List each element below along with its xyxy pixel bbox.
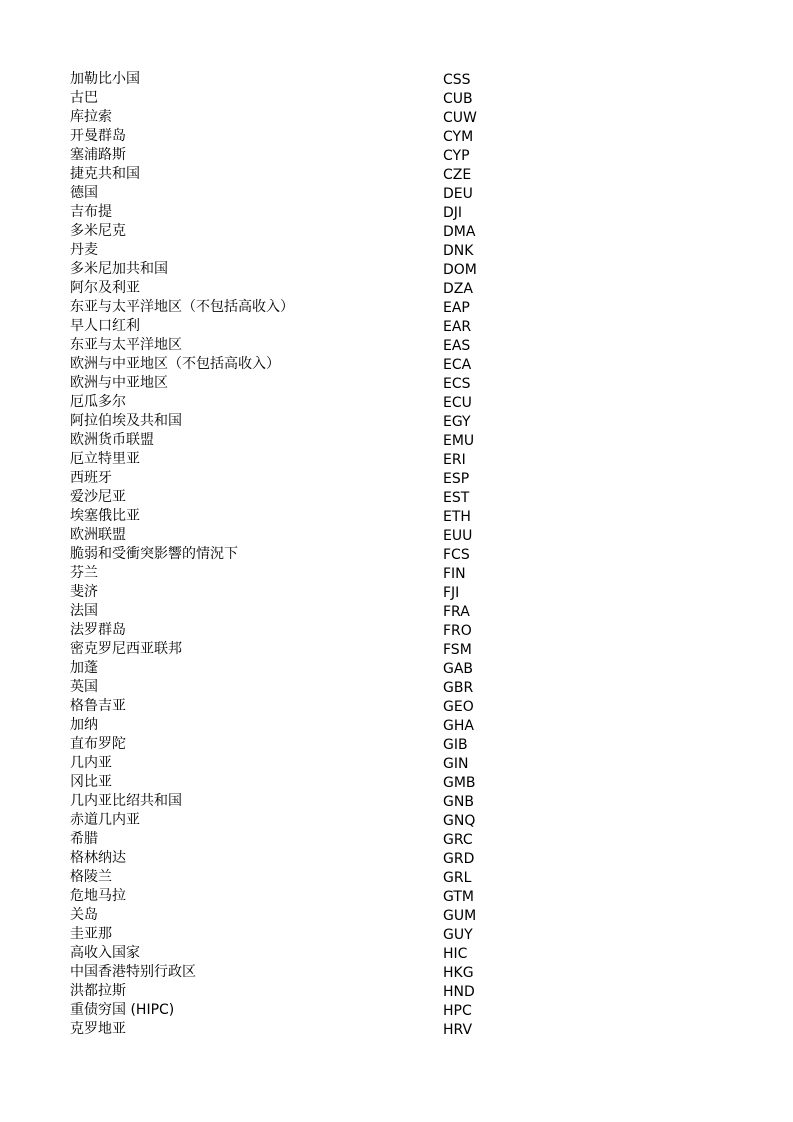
country-code: FCS bbox=[443, 547, 470, 563]
table-row bbox=[70, 488, 500, 507]
table-row bbox=[70, 89, 500, 108]
country-name: 欧洲联盟 bbox=[70, 527, 126, 543]
country-code: CZE bbox=[443, 167, 472, 183]
country-name: 中国香港特别行政区 bbox=[70, 964, 196, 980]
table-row bbox=[70, 431, 500, 450]
country-code: CYM bbox=[443, 129, 474, 145]
table-row bbox=[70, 602, 500, 621]
country-name: 芬兰 bbox=[70, 565, 98, 581]
country-name: 直布罗陀 bbox=[70, 736, 126, 752]
table-row bbox=[70, 317, 500, 336]
country-name: 赤道几内亚 bbox=[70, 812, 140, 828]
table-row bbox=[70, 393, 500, 412]
table-row bbox=[70, 963, 500, 982]
country-name: 密克罗尼西亚联邦 bbox=[70, 641, 182, 657]
table-row bbox=[70, 697, 500, 716]
table-row bbox=[70, 336, 500, 355]
country-name: 洪都拉斯 bbox=[70, 983, 126, 999]
country-name: 加纳 bbox=[70, 717, 98, 733]
table-row bbox=[70, 887, 500, 906]
country-code: ESP bbox=[443, 471, 470, 487]
country-name: 埃塞俄比亚 bbox=[70, 508, 140, 524]
country-name: 英国 bbox=[70, 679, 98, 695]
country-code: ECA bbox=[443, 357, 472, 373]
country-name: 阿拉伯埃及共和国 bbox=[70, 413, 182, 429]
country-name: 西班牙 bbox=[70, 470, 112, 486]
country-code: ETH bbox=[443, 509, 471, 525]
table-row bbox=[70, 146, 500, 165]
country-name: 塞浦路斯 bbox=[70, 147, 126, 163]
table-row bbox=[70, 545, 500, 564]
country-code: HKG bbox=[443, 965, 474, 981]
table-row bbox=[70, 450, 500, 469]
country-code: ECS bbox=[443, 376, 471, 392]
country-code: DJI bbox=[443, 205, 463, 221]
table-row bbox=[70, 469, 500, 488]
country-name: 欧洲与中亚地区 bbox=[70, 375, 168, 391]
country-name: 冈比亚 bbox=[70, 774, 112, 790]
table-row bbox=[70, 925, 500, 944]
country-name: 圭亚那 bbox=[70, 926, 112, 942]
country-code: FRA bbox=[443, 604, 470, 620]
country-code: DNK bbox=[443, 243, 474, 259]
country-name: 几内亚 bbox=[70, 755, 112, 771]
country-code: FRO bbox=[443, 623, 472, 639]
country-code: HPC bbox=[443, 1003, 472, 1019]
table-row bbox=[70, 1001, 500, 1020]
table-row bbox=[70, 773, 500, 792]
country-name: 德国 bbox=[70, 185, 98, 201]
country-name: 克罗地亚 bbox=[70, 1021, 126, 1037]
country-name: 危地马拉 bbox=[70, 888, 126, 904]
country-name: 几内亚比绍共和国 bbox=[70, 793, 182, 809]
country-name: 法罗群岛 bbox=[70, 622, 126, 638]
country-name: 高收入国家 bbox=[70, 945, 140, 961]
country-name: 古巴 bbox=[70, 90, 98, 106]
country-code: CUW bbox=[443, 110, 477, 126]
country-code: GNB bbox=[443, 794, 474, 810]
country-name: 厄瓜多尔 bbox=[70, 394, 126, 410]
table-row bbox=[70, 811, 500, 830]
table-row bbox=[70, 298, 500, 317]
country-code: GUM bbox=[443, 908, 477, 924]
table-row bbox=[70, 279, 500, 298]
table-row bbox=[70, 735, 500, 754]
country-code: DOM bbox=[443, 262, 477, 278]
table-row bbox=[70, 868, 500, 887]
table-row bbox=[70, 260, 500, 279]
country-name: 东亚与太平洋地区（不包括高收入） bbox=[70, 299, 294, 315]
country-name: 关岛 bbox=[70, 907, 98, 923]
country-code: EAR bbox=[443, 319, 472, 335]
table-row bbox=[70, 412, 500, 431]
table-row bbox=[70, 754, 500, 773]
country-code: EUU bbox=[443, 528, 473, 544]
country-code: GNQ bbox=[443, 813, 476, 829]
table-row bbox=[70, 678, 500, 697]
country-name: 格陵兰 bbox=[70, 869, 112, 885]
country-code: EGY bbox=[443, 414, 471, 430]
table-row bbox=[70, 659, 500, 678]
country-code: HND bbox=[443, 984, 475, 1000]
country-code: CYP bbox=[443, 148, 470, 164]
country-name: 开曼群岛 bbox=[70, 128, 126, 144]
table-row bbox=[70, 127, 500, 146]
table-row bbox=[70, 374, 500, 393]
country-name: 爱沙尼亚 bbox=[70, 489, 126, 505]
country-code: ECU bbox=[443, 395, 472, 411]
country-code: GTM bbox=[443, 889, 474, 905]
country-name: 早人口红利 bbox=[70, 318, 140, 334]
country-code: FSM bbox=[443, 642, 472, 658]
country-name: 吉布提 bbox=[70, 204, 112, 220]
country-name: 阿尔及利亚 bbox=[70, 280, 140, 296]
table-row bbox=[70, 184, 500, 203]
table-row bbox=[70, 564, 500, 583]
country-code: GRC bbox=[443, 832, 473, 848]
country-name: 希腊 bbox=[70, 831, 98, 847]
table-row bbox=[70, 241, 500, 260]
country-code: GRL bbox=[443, 870, 472, 886]
country-name: 捷克共和国 bbox=[70, 166, 140, 182]
country-name: 库拉索 bbox=[70, 109, 112, 125]
table-row bbox=[70, 165, 500, 184]
country-code: HIC bbox=[443, 946, 468, 962]
country-code: FJI bbox=[443, 585, 460, 601]
country-name: 重债穷国 (HIPC) bbox=[70, 1002, 175, 1018]
table-row bbox=[70, 640, 500, 659]
country-code: GIB bbox=[443, 737, 468, 753]
country-name: 斐济 bbox=[70, 584, 98, 600]
country-code: GHA bbox=[443, 718, 474, 734]
country-code: HRV bbox=[443, 1022, 473, 1038]
country-code: EAS bbox=[443, 338, 471, 354]
country-code: EST bbox=[443, 490, 470, 506]
table-row bbox=[70, 906, 500, 925]
table-row bbox=[70, 621, 500, 640]
table-row bbox=[70, 203, 500, 222]
country-name: 东亚与太平洋地区 bbox=[70, 337, 182, 353]
country-code: DEU bbox=[443, 186, 473, 202]
table-row bbox=[70, 583, 500, 602]
country-code: ERI bbox=[443, 452, 466, 468]
country-name: 格林纳达 bbox=[70, 850, 126, 866]
table-row bbox=[70, 526, 500, 545]
country-code: GRD bbox=[443, 851, 475, 867]
table-row bbox=[70, 70, 500, 89]
table-row bbox=[70, 849, 500, 868]
country-name: 欧洲货币联盟 bbox=[70, 432, 154, 448]
country-code: DMA bbox=[443, 224, 476, 240]
country-code: GAB bbox=[443, 661, 474, 677]
table-row bbox=[70, 355, 500, 374]
country-code-table bbox=[70, 70, 500, 1039]
country-name: 脆弱和受衝突影響的情況下 bbox=[70, 546, 238, 562]
table-row bbox=[70, 222, 500, 241]
country-code: EMU bbox=[443, 433, 475, 449]
table-row bbox=[70, 982, 500, 1001]
table-row bbox=[70, 944, 500, 963]
country-code: GUY bbox=[443, 927, 473, 943]
country-name: 欧洲与中亚地区（不包括高收入） bbox=[70, 356, 280, 372]
table-row bbox=[70, 507, 500, 526]
table-row bbox=[70, 716, 500, 735]
country-name: 加蓬 bbox=[70, 660, 98, 676]
country-code: CUB bbox=[443, 91, 473, 107]
country-name: 格鲁吉亚 bbox=[70, 698, 126, 714]
country-code: CSS bbox=[443, 72, 471, 88]
country-name: 多米尼克 bbox=[70, 223, 126, 239]
country-name: 多米尼加共和国 bbox=[70, 261, 168, 277]
country-name: 厄立特里亚 bbox=[70, 451, 140, 467]
country-code: GIN bbox=[443, 756, 469, 772]
country-name: 加勒比小国 bbox=[70, 71, 140, 87]
table-row bbox=[70, 108, 500, 127]
country-code: EAP bbox=[443, 300, 470, 316]
country-code: GBR bbox=[443, 680, 474, 696]
country-code: GMB bbox=[443, 775, 476, 791]
table-row bbox=[70, 1020, 500, 1039]
country-name: 法国 bbox=[70, 603, 98, 619]
country-code: DZA bbox=[443, 281, 473, 297]
country-code: GEO bbox=[443, 699, 474, 715]
table-row bbox=[70, 830, 500, 849]
table-row bbox=[70, 792, 500, 811]
country-code: FIN bbox=[443, 566, 466, 582]
country-name: 丹麦 bbox=[70, 242, 98, 258]
